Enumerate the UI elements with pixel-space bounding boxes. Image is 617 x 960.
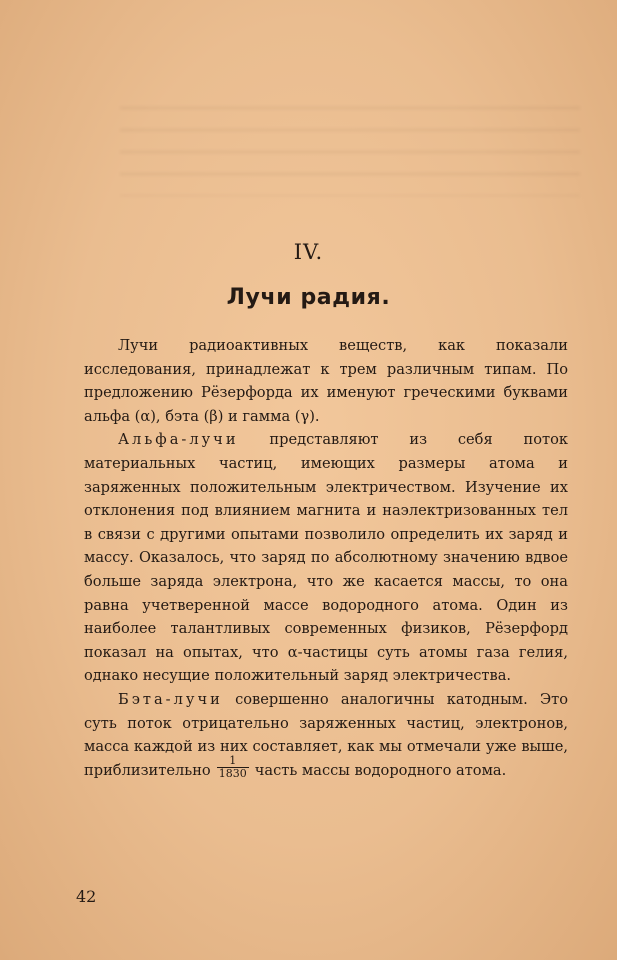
paragraph-intro	[84, 334, 568, 428]
body-text	[84, 334, 568, 782]
page-number: 42	[76, 887, 97, 906]
show-through-texture	[120, 96, 580, 196]
chapter-title: Лучи радия.	[226, 285, 391, 310]
mass-fraction	[217, 755, 249, 780]
paragraph-alpha	[84, 428, 568, 688]
paragraph-intro-text: Лучи радиоактивных веществ, как показали исследования, принадлежат к трем различным типам. По предложению Рёзерфорда их именуют греческими буквами альфа (α), бэта (β) и гамма (γ).	[84, 337, 568, 425]
fraction-denominator: 1830	[218, 767, 247, 781]
chapter-number: IV.	[293, 240, 324, 264]
alpha-rays-term: Альфа-лучи	[118, 431, 239, 449]
paragraph-beta-text: совершенно аналогичны катодным. Это суть поток отрицательно заряженных частиц, электронов, масса каждой из них составляет, как мы отмечали уже выше, приблизительно	[84, 690, 568, 779]
beta-rays-term: Бэта-лучи	[118, 690, 223, 708]
paragraph-beta	[84, 688, 568, 782]
paragraph-beta-text-end: часть массы водородного атома.	[254, 761, 507, 779]
fraction-numerator: 1	[217, 755, 249, 768]
paragraph-alpha-text: представляют из себя поток материальных частиц, имеющих размеры атома и заряженных положительным электричеством. Изучение их отклонения под влиянием магнита и наэлектризованных тел в связи с другими опытами позволило определить их заряд и массу. Оказалось, что заряд по абсолютному значению вдвое больше заряда электрона, что же касается массы, то она равна учетверенной массе водородного атома. Один из наиболее талантливых современных физиков, Рёзерфорд показал на опытах, что α-частицы суть атомы газа гелия, однако несущие положительный заряд электричества.	[84, 431, 568, 685]
